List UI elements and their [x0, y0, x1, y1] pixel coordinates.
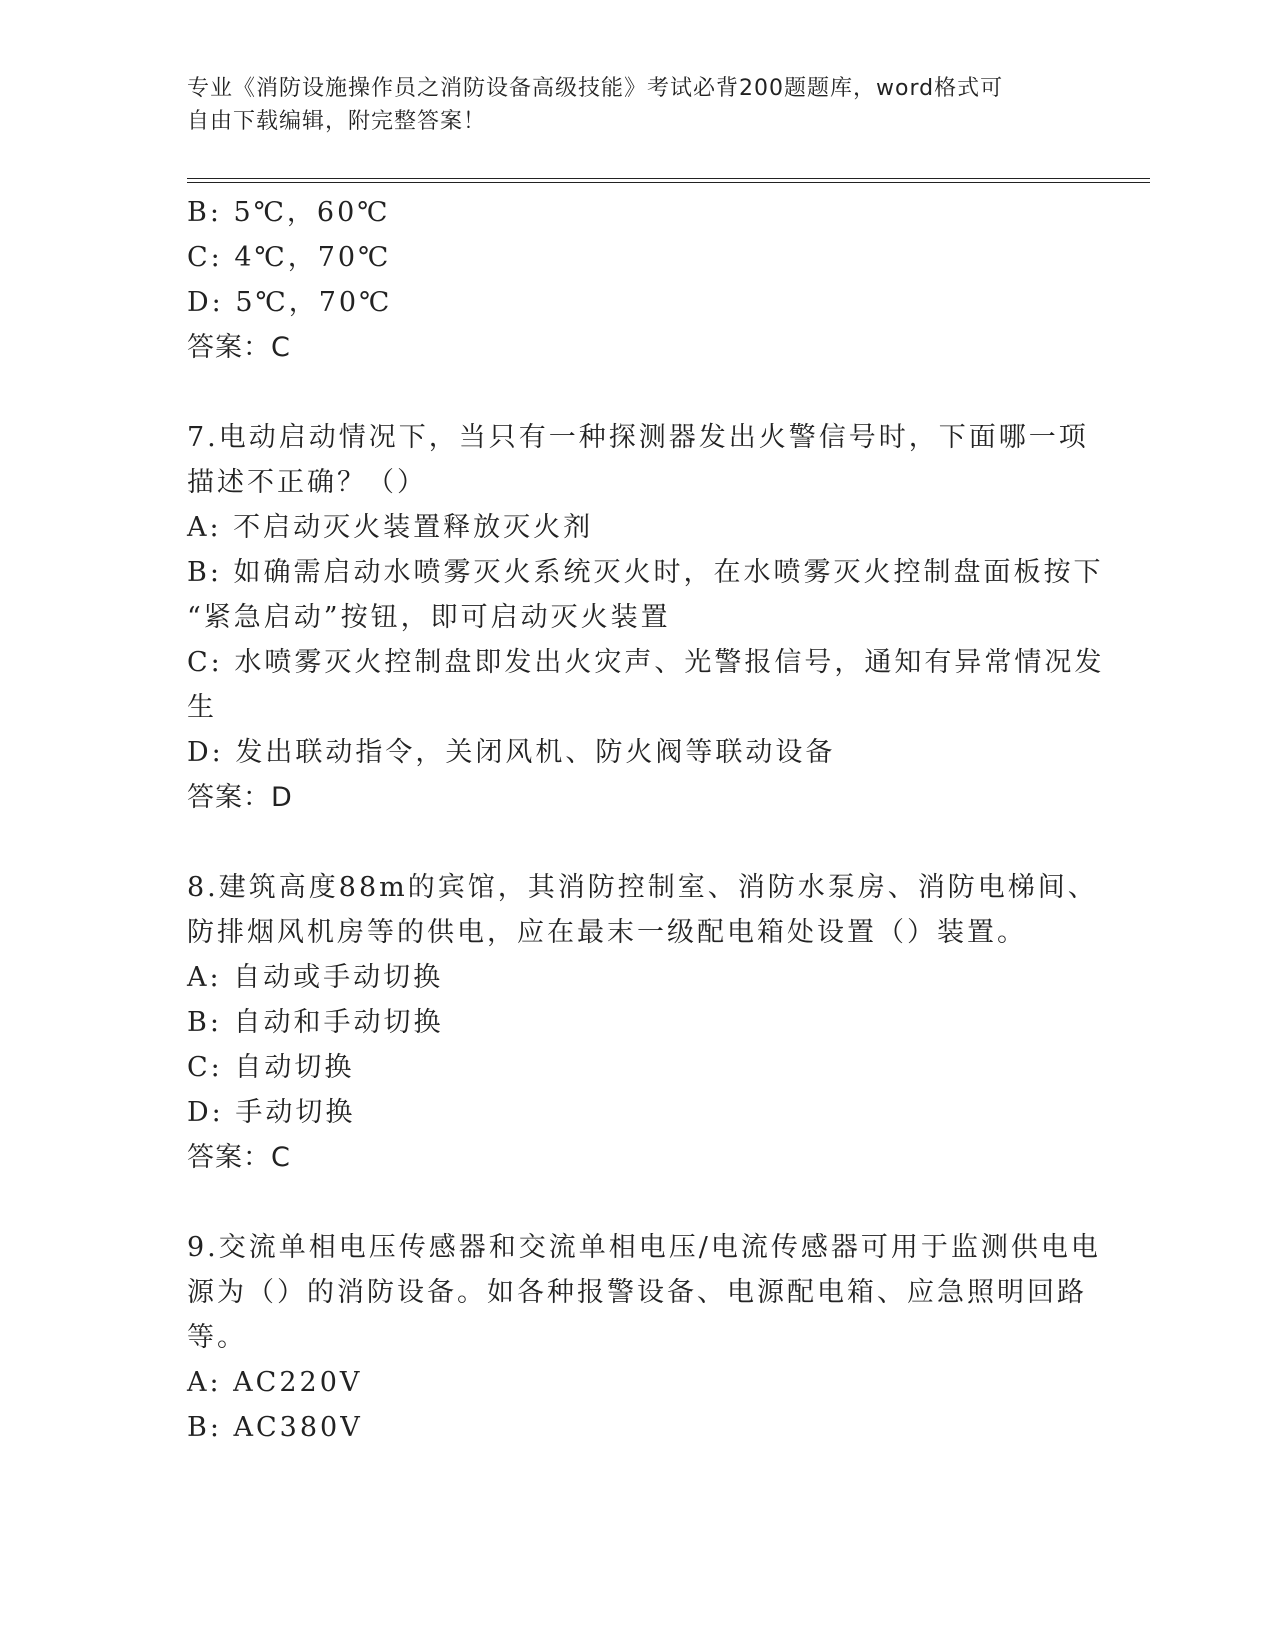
option-b: B: 如确需启动水喷雾灭火系统灭火时，在水喷雾灭火控制盘面板按下 [187, 557, 1104, 588]
option-b: B: AC380V [187, 1412, 363, 1443]
header-line-1: 专业《消防设施操作员之消防设备高级技能》考试必背200题题库，word格式可 [187, 76, 1004, 101]
option-c: C: 4℃，70℃ [187, 242, 392, 273]
option-a: A: AC220V [187, 1367, 363, 1398]
header-line-2: 自由下载编辑，附完整答案！ [187, 109, 487, 134]
question-stem: 描述不正确？（） [187, 467, 427, 498]
answer-line: 答案：C [187, 332, 291, 363]
option-b-continued: “紧急启动”按钮，即可启动灭火装置 [187, 602, 671, 633]
question-stem: 源为（）的消防设备。如各种报警设备、电源配电箱、应急照明回路 [187, 1277, 1087, 1308]
question-7 [187, 415, 1105, 820]
option-d: D: 发出联动指令，关闭风机、防火阀等联动设备 [187, 737, 836, 768]
option-c-continued: 生 [187, 692, 217, 723]
option-c: C: 水喷雾灭火控制盘即发出火灾声、光警报信号，通知有异常情况发 [187, 647, 1105, 678]
answer-line: 答案：C [187, 1142, 291, 1173]
question-6-continuation [187, 190, 1087, 370]
spacer [187, 370, 1087, 415]
question-stem: 等。 [187, 1322, 247, 1353]
spacer [187, 820, 1087, 865]
option-a: A: 自动或手动切换 [187, 962, 444, 993]
document-header [187, 72, 1067, 138]
question-8 [187, 865, 1098, 1180]
option-d: D: 5℃，70℃ [187, 287, 393, 318]
question-stem: 7.电动启动情况下，当只有一种探测器发出火警信号时，下面哪一项 [187, 422, 1089, 453]
option-d: D: 手动切换 [187, 1097, 356, 1128]
option-c: C: 自动切换 [187, 1052, 355, 1083]
question-stem: 8.建筑高度88m的宾馆，其消防控制室、消防水泵房、消防电梯间、 [187, 872, 1098, 903]
option-b: B: 5℃，60℃ [187, 197, 391, 228]
spacer [187, 1180, 1087, 1225]
option-a: A: 不启动灭火装置释放灭火剂 [187, 512, 594, 543]
question-9 [187, 1225, 1101, 1450]
question-content [187, 190, 1105, 1450]
question-stem: 防排烟风机房等的供电，应在最末一级配电箱处设置（）装置。 [187, 917, 1027, 948]
header-divider-top [187, 178, 1150, 179]
header-divider-bottom [187, 182, 1150, 183]
answer-line: 答案：D [187, 782, 293, 813]
option-b: B: 自动和手动切换 [187, 1007, 444, 1038]
question-stem: 9.交流单相电压传感器和交流单相电压/电流传感器可用于监测供电电 [187, 1232, 1101, 1263]
